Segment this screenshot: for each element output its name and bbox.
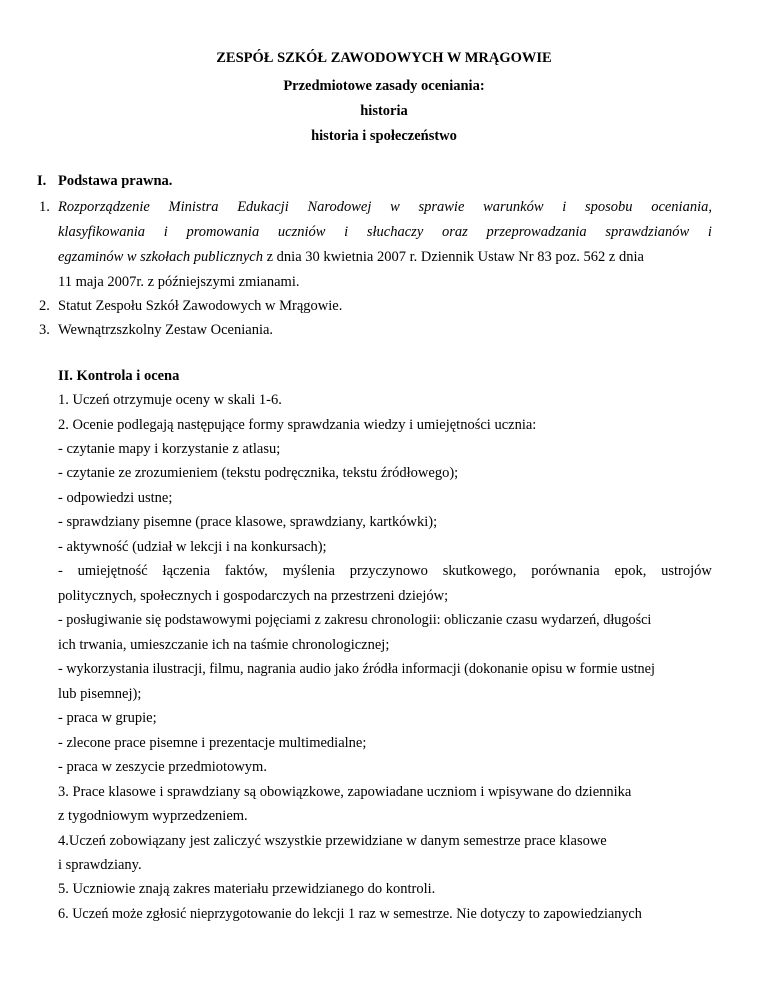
- item-1-line-2-word: i: [163, 224, 168, 240]
- school-name: ZESPÓŁ SZKÓŁ ZAWODOWYCH W MRĄGOWIE: [216, 50, 552, 66]
- item-1-line-1-word: warunków: [483, 199, 544, 215]
- item-3-text: Wewnątrzszkolny Zestaw Oceniania.: [58, 322, 274, 338]
- bullet-6-line-1-word: epok,: [614, 563, 647, 579]
- item-1-line-1-word: oceniania,: [651, 199, 712, 215]
- item-1-line-1-word: Edukacji: [237, 199, 289, 215]
- item-1-line-1-word: Narodowej: [307, 199, 372, 215]
- paragraph-3-line-1: 3. Prace klasowe i sprawdziany są obowiązkowe, zapowiadane uczniom i wpisywane do dziennika: [58, 784, 632, 800]
- item-2-text: Statut Zespołu Szkół Zawodowych w Mrągowie.: [58, 298, 343, 314]
- item-1-line-2-word: sprawdzianów: [605, 224, 690, 240]
- bullet-6-line-1-word: porównania: [531, 563, 600, 579]
- bullet-6-line-1-word: faktów,: [224, 563, 268, 579]
- item-1-line-2-word: i: [707, 224, 712, 240]
- bullet-6-line-1-word: -: [58, 563, 63, 579]
- item-1-line-2-word: i: [344, 224, 349, 240]
- subject-history: historia: [360, 103, 408, 119]
- item-1-line-2-word: uczniów: [277, 224, 326, 240]
- item-3-number: 3.: [39, 322, 50, 338]
- bullet-6-line-1-word: łączenia: [162, 563, 211, 579]
- bullet-9: - praca w grupie;: [58, 710, 157, 726]
- section-2-title: II. Kontrola i ocena: [58, 368, 180, 384]
- item-1-line-2-word: oraz: [441, 224, 468, 240]
- section-1-title: Podstawa prawna.: [58, 173, 173, 189]
- item-1-line-2-word: przeprowadzania: [486, 224, 587, 240]
- item-1-line-3: [58, 249, 644, 266]
- document-subtitle: Przedmiotowe zasady oceniania:: [283, 78, 485, 94]
- item-1-line-1-word: sposobu: [584, 199, 633, 215]
- bullet-6-line-1: [58, 563, 712, 580]
- bullet-6-line-1-word: umiejętność: [77, 563, 148, 579]
- bullet-2: - czytanie ze zrozumieniem (tekstu podręcznika, tekstu źródłowego);: [58, 465, 459, 481]
- paragraph-2: 2. Ocenie podlegają następujące formy sprawdzania wiedzy i umiejętności ucznia:: [58, 417, 537, 433]
- item-1-line-2-word: klasyfikowania: [58, 224, 145, 240]
- subject-history-society: historia i społeczeństwo: [311, 128, 457, 144]
- bullet-6-line-1-word: myślenia: [282, 563, 335, 579]
- item-1-line-2-word: słuchaczy: [366, 224, 424, 240]
- bullet-4: - sprawdziany pisemne (prace klasowe, sprawdziany, kartkówki);: [58, 514, 438, 530]
- bullet-6-line-2: politycznych, społecznych i gospodarczych na przestrzeni dziejów;: [58, 588, 449, 604]
- bullet-8-line-1: - wykorzystania ilustracji, filmu, nagrania audio jako źródła informacji (dokonanie opisu w formie ustnej: [58, 661, 655, 677]
- section-1-numeral: I.: [37, 173, 47, 189]
- bullet-10: - zlecone prace pisemne i prezentacje multimedialne;: [58, 735, 367, 751]
- bullet-6-line-1-word: przyczynowo: [349, 563, 428, 579]
- bullet-8-line-2: lub pisemnej);: [58, 686, 142, 702]
- item-1-line-1-word: Ministra: [168, 199, 219, 215]
- item-1-line-3-italic: egzaminów w szkołach publicznych: [58, 249, 263, 265]
- item-1-line-1-word: sprawie: [418, 199, 465, 215]
- paragraph-5: 5. Uczniowie znają zakres materiału przewidzianego do kontroli.: [58, 881, 436, 897]
- paragraph-6-line-1: 6. Uczeń może zgłosić nieprzygotowanie do lekcji 1 raz w semestrze. Nie dotyczy to zapowiedzianych: [58, 906, 642, 922]
- paragraph-4-line-2: i sprawdziany.: [58, 857, 142, 873]
- item-1-line-2: [58, 224, 712, 241]
- item-1-number: 1.: [39, 199, 50, 215]
- bullet-5: - aktywność (udział w lekcji i na konkursach);: [58, 539, 327, 555]
- item-1-line-1-word: Rozporządzenie: [58, 199, 150, 215]
- bullet-6-line-1-word: skutkowego,: [442, 563, 517, 579]
- paragraph-1: 1. Uczeń otrzymuje oceny w skali 1-6.: [58, 392, 282, 408]
- item-2-number: 2.: [39, 298, 50, 314]
- bullet-1: - czytanie mapy i korzystanie z atlasu;: [58, 441, 281, 457]
- paragraph-4-line-1: 4.Uczeń zobowiązany jest zaliczyć wszystkie przewidziane w danym semestrze prace klasowe: [58, 833, 607, 849]
- item-1-line-2-word: promowania: [186, 224, 260, 240]
- paragraph-3-line-2: z tygodniowym wyprzedzeniem.: [58, 808, 248, 824]
- item-1-line-1: [58, 199, 712, 216]
- bullet-7-line-1: - posługiwanie się podstawowymi pojęciami z zakresu chronologii: obliczanie czasu wydarzeń, długości: [58, 612, 652, 628]
- item-1-line-1-word: i: [562, 199, 567, 215]
- bullet-7-line-2: ich trwania, umieszczanie ich na taśmie chronologicznej;: [58, 637, 390, 653]
- bullet-3: - odpowiedzi ustne;: [58, 490, 173, 506]
- bullet-11: - praca w zeszycie przedmiotowym.: [58, 759, 267, 775]
- item-1-line-4: 11 maja 2007r. z późniejszymi zmianami.: [58, 274, 300, 290]
- item-1-line-1-word: w: [390, 199, 400, 215]
- bullet-6-line-1-word: ustrojów: [661, 563, 712, 579]
- item-1-line-3-rest: z dnia 30 kwietnia 2007 r. Dziennik Ustaw Nr 83 poz. 562 z dnia: [263, 249, 644, 265]
